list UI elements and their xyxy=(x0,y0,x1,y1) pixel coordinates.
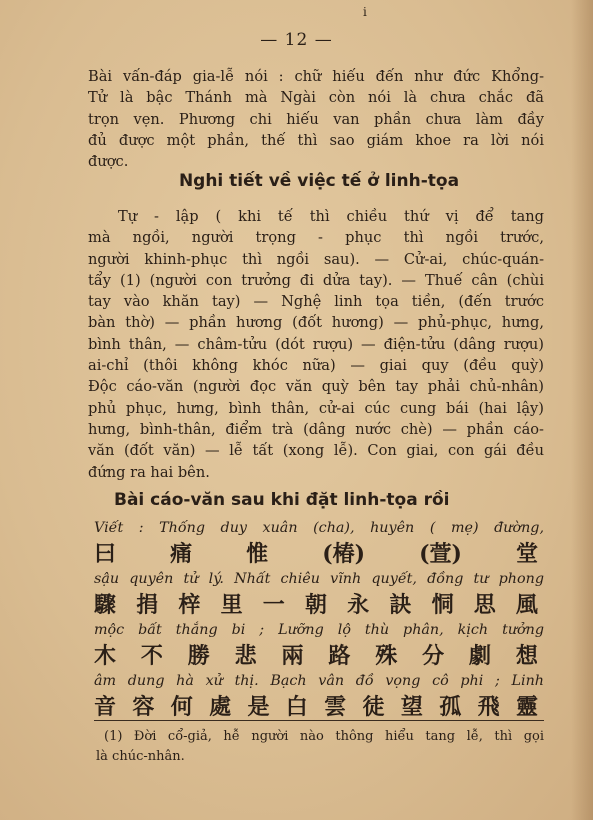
page-number: — 12 — xyxy=(260,30,333,50)
footnote-line: (1) Đời cổ-giả, hễ người nào thông hiểu tang lễ, thì gọi xyxy=(104,729,544,744)
han-char: 音 xyxy=(94,694,117,720)
verse-line: âm dung hà xử thị. Bạch vân đồ vọng cô phi ; Linh xyxy=(94,673,544,689)
han-char: 孤 xyxy=(439,694,462,720)
han-char: (萱) xyxy=(419,541,462,567)
verse-line: sậu quyên tử lý. Nhất chiêu vĩnh quyết, đồng tư phong xyxy=(94,571,544,587)
han-char: 處 xyxy=(209,694,232,720)
han-char: 兩 xyxy=(281,643,304,669)
ritual-line: Tự - lập ( khi tế thì chiều thứ vị để tang xyxy=(118,208,544,225)
ritual-line: ai-chỉ (thôi không khóc nữa) — giai quy (đều quỳ) xyxy=(88,357,544,375)
han-char: 驟 xyxy=(94,592,117,618)
intro-line: Tử là bậc Thánh mà Ngài còn nói là chưa chắc đã xyxy=(88,89,544,107)
han-char: 劇 xyxy=(469,643,492,669)
ritual-line: phủ phục, hưng, bình thân, cử-ai cúc cung bái (hai lậy) xyxy=(88,399,544,417)
section-heading: Nghi tiết về việc tế ở linh-tọa xyxy=(178,171,460,191)
footnote-divider xyxy=(94,720,544,721)
intro-line: trọn vẹn. Phương chi hiếu van phần chưa làm đầy xyxy=(88,110,544,128)
han-char: 痛 xyxy=(170,541,193,567)
han-char: 思 xyxy=(473,592,496,618)
han-char: 容 xyxy=(132,694,155,720)
han-char: 曰 xyxy=(94,541,117,567)
han-char: 飛 xyxy=(477,694,500,720)
han-char: 恫 xyxy=(431,592,454,618)
han-char: 一 xyxy=(262,592,285,618)
intro-paragraph xyxy=(88,66,544,172)
ritual-line: bình thân, — châm-tửu (dót rượu) — điện-tửu (dâng rượu) xyxy=(88,335,544,353)
ritual-line: người khinh-phục thì ngồi sau). — Cử-ai, chúc-quán- xyxy=(88,250,544,268)
intro-line: được. xyxy=(88,153,129,171)
han-char: 朝 xyxy=(304,592,327,618)
han-char: 風 xyxy=(515,592,538,618)
han-char: 分 xyxy=(422,643,445,669)
han-char: 捐 xyxy=(136,592,159,618)
verse-line: mộc bất thắng bi ; Lưỡng lộ thù phân, kịch tưởng xyxy=(94,622,544,638)
han-char: 堂 xyxy=(515,541,538,567)
han-char: 永 xyxy=(347,592,370,618)
han-char: 訣 xyxy=(389,592,412,618)
han-char: 惟 xyxy=(246,541,269,567)
han-char: 想 xyxy=(515,643,538,669)
ritual-line: văn (đốt văn) — lễ tất (xong lễ). Con giai, con gái đều xyxy=(88,442,544,460)
ritual-line: tay vào khăn tay) — Nghệ linh tọa tiền, (đến trước xyxy=(88,293,544,311)
section-heading: Bài cáo-văn sau khi đặt linh-tọa rồi xyxy=(114,490,450,510)
ritual-line: đứng ra hai bên. xyxy=(88,463,210,481)
han-char: 不 xyxy=(140,643,163,669)
ritual-line: hưng, bình-thân, điểm trà (dâng nước chè) — phần cáo- xyxy=(88,420,544,438)
han-char: 白 xyxy=(285,694,308,720)
ritual-line: mà ngồi, người trọng - phục thì ngồi trước, xyxy=(88,229,544,247)
intro-line: Bài vấn-đáp gia-lễ nói : chữ hiếu đến như đức Khổng- xyxy=(88,68,544,85)
han-char: 里 xyxy=(220,592,243,618)
top-mark: i xyxy=(363,5,367,19)
han-row xyxy=(94,692,544,722)
han-char: 是 xyxy=(247,694,270,720)
han-char: 徒 xyxy=(362,694,385,720)
han-row xyxy=(94,539,544,569)
han-char: 路 xyxy=(328,643,351,669)
ritual-line: Độc cáo-văn (người đọc văn quỳ bên tay phải chủ-nhân) xyxy=(88,378,544,396)
han-char: 木 xyxy=(94,643,117,669)
verse-line: Viết : Thống duy xuân (cha), huyên ( mẹ) đường, xyxy=(94,520,544,536)
han-char: 何 xyxy=(170,694,193,720)
intro-line: đủ được một phần, thế thì sao giám khoe ra lời nói xyxy=(88,131,544,149)
han-char: 靈 xyxy=(515,694,538,720)
ritual-line: bàn thờ) — phần hương (đốt hương) — phủ-phục, hưng, xyxy=(88,314,544,332)
han-char: 悲 xyxy=(234,643,257,669)
han-row xyxy=(94,641,544,671)
prayer-verse xyxy=(94,518,544,722)
ritual-paragraph xyxy=(88,206,544,483)
han-row xyxy=(94,590,544,620)
han-char: 雲 xyxy=(324,694,347,720)
page-edge-shadow xyxy=(571,0,593,820)
footnote xyxy=(96,727,544,767)
han-char: 殊 xyxy=(375,643,398,669)
footnote-line: là chúc-nhân. xyxy=(96,749,185,764)
han-char: 望 xyxy=(400,694,423,720)
han-char: 梓 xyxy=(178,592,201,618)
ritual-line: tẩy (1) (người con trưởng đi dửa tay). — Thuế cân (chùi xyxy=(88,271,544,289)
han-char: (椿) xyxy=(322,541,366,567)
han-char: 勝 xyxy=(187,643,210,669)
